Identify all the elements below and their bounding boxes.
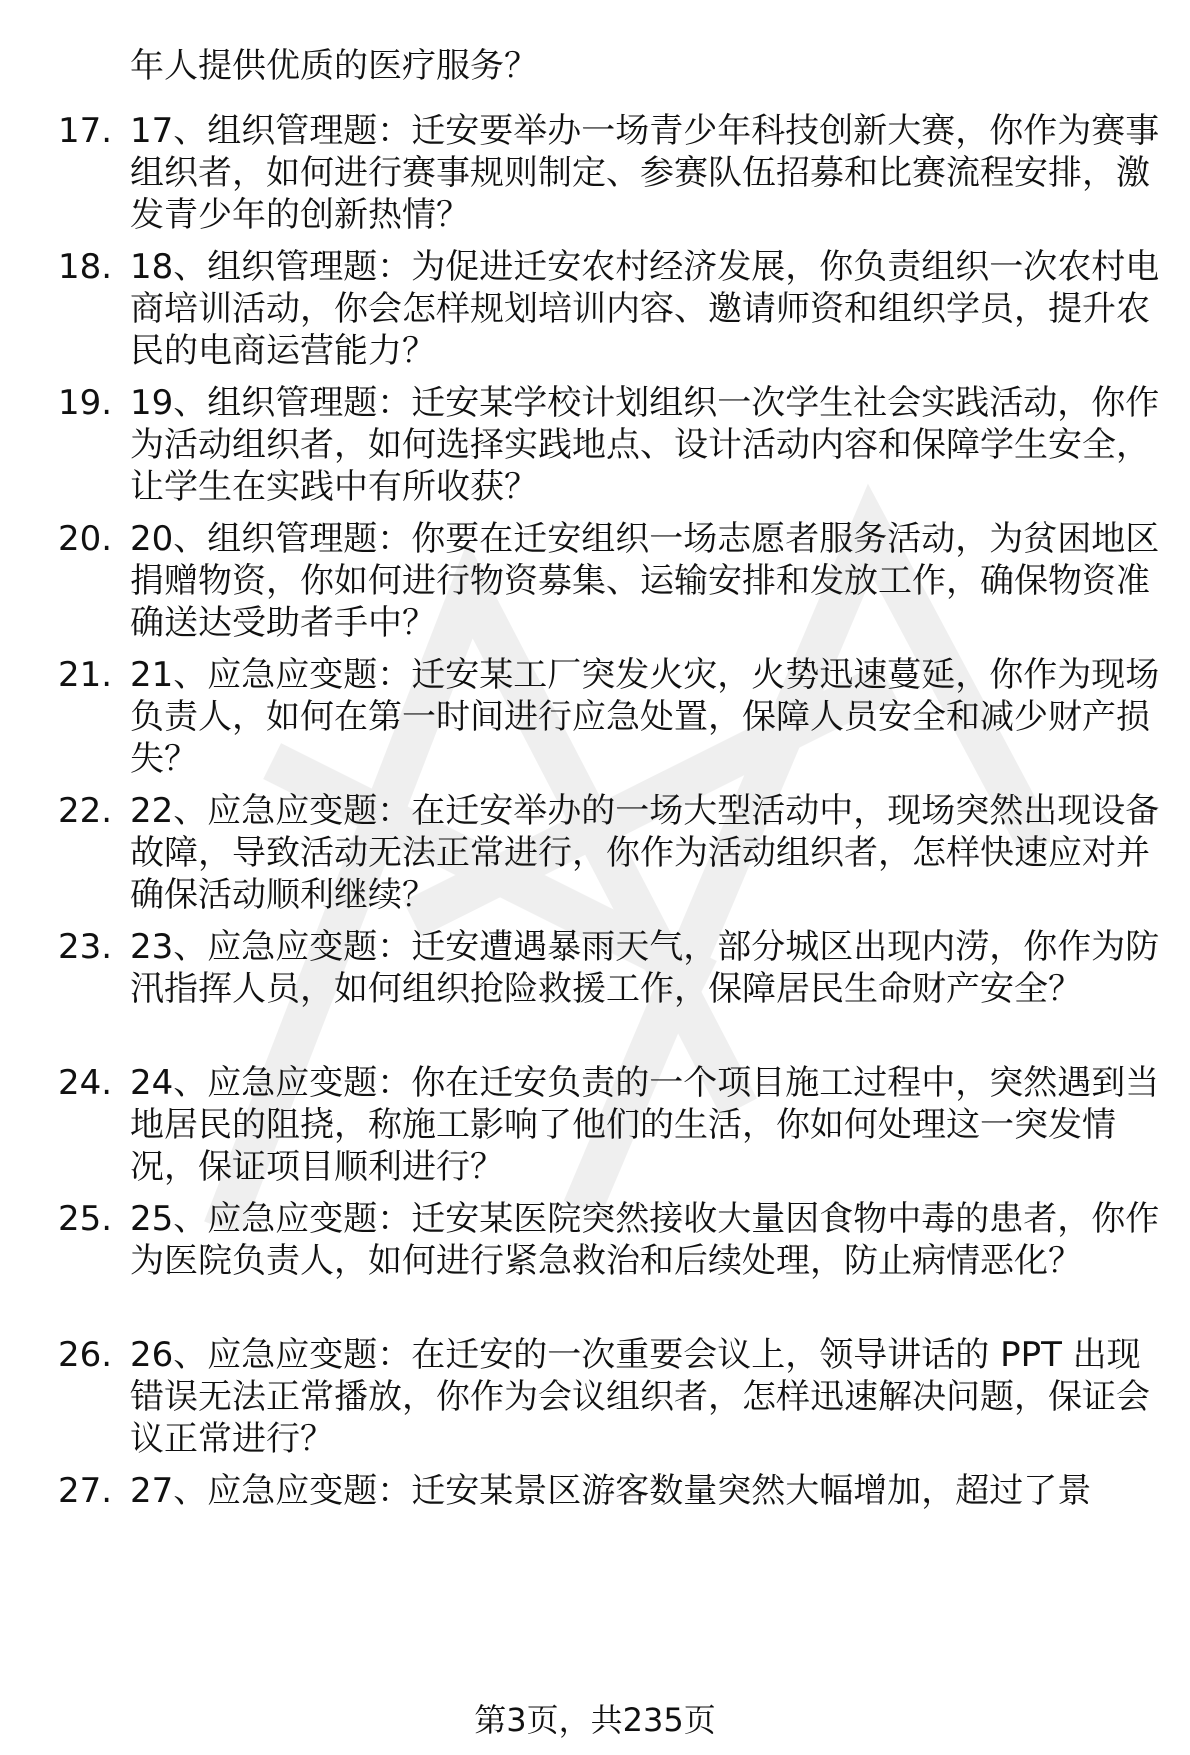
- item-number: 26.: [58, 1335, 113, 1375]
- item-text: 24、应急应变题：你在迁安负责的一个项目施工过程中，突然遇到当地居民的阻挠，称施工影响了他们的生活，你如何处理这一突发情况，保证项目顺利进行？: [130, 1063, 1160, 1187]
- item-number: 25.: [58, 1199, 113, 1239]
- item-number: 24.: [58, 1063, 113, 1103]
- item-number: 23.: [58, 927, 113, 967]
- item-number: 20.: [58, 519, 113, 559]
- item-number: 27.: [58, 1471, 113, 1511]
- item-number: 19.: [58, 383, 113, 423]
- item-text: 25、应急应变题：迁安某医院突然接收大量因食物中毒的患者，你作为医院负责人，如何进行紧急救治和后续处理，防止病情恶化？: [130, 1199, 1160, 1281]
- item-text: 27、应急应变题：迁安某景区游客数量突然大幅增加，超过了景: [130, 1471, 1092, 1511]
- item-text: 22、应急应变题：在迁安举办的一场大型活动中，现场突然出现设备故障，导致活动无法正常进行，你作为活动组织者，怎样快速应对并确保活动顺利继续？: [130, 791, 1160, 915]
- item-text: 20、组织管理题：你要在迁安组织一场志愿者服务活动，为贫困地区捐赠物资，你如何进行物资募集、运输安排和发放工作，确保物资准确送达受助者手中？: [130, 519, 1160, 643]
- item-text: 23、应急应变题：迁安遭遇暴雨天气，部分城区出现内涝，你作为防汛指挥人员，如何组织抢险救援工作，保障居民生命财产安全？: [130, 927, 1160, 1009]
- item-text: 26、应急应变题：在迁安的一次重要会议上，领导讲话的 PPT 出现错误无法正常播放，你作为会议组织者，怎样迅速解决问题，保证会议正常进行？: [130, 1335, 1150, 1459]
- item-text: 18、组织管理题：为促进迁安农村经济发展，你负责组织一次农村电商培训活动，你会怎样规划培训内容、邀请师资和组织学员，提升农民的电商运营能力？: [130, 247, 1160, 371]
- item-text: 21、应急应变题：迁安某工厂突发火灾，火势迅速蔓延，你作为现场负责人，如何在第一时间进行应急处置，保障人员安全和减少财产损失？: [130, 655, 1160, 779]
- item-number: 21.: [58, 655, 113, 695]
- item-text: 19、组织管理题：迁安某学校计划组织一次学生社会实践活动，你作为活动组织者，如何选择实践地点、设计活动内容和保障学生安全，让学生在实践中有所收获？: [130, 383, 1160, 507]
- page-footer: 第3页，共235页: [474, 1701, 716, 1739]
- item-number: 18.: [58, 247, 113, 287]
- item-number: 22.: [58, 791, 113, 831]
- continued-question-text: 年人提供优质的医疗服务？: [130, 46, 538, 86]
- item-text: 17、组织管理题：迁安要举办一场青少年科技创新大赛，你作为赛事组织者，如何进行赛事规则制定、参赛队伍招募和比赛流程安排，激发青少年的创新热情？: [130, 111, 1160, 235]
- item-number: 17.: [58, 111, 113, 151]
